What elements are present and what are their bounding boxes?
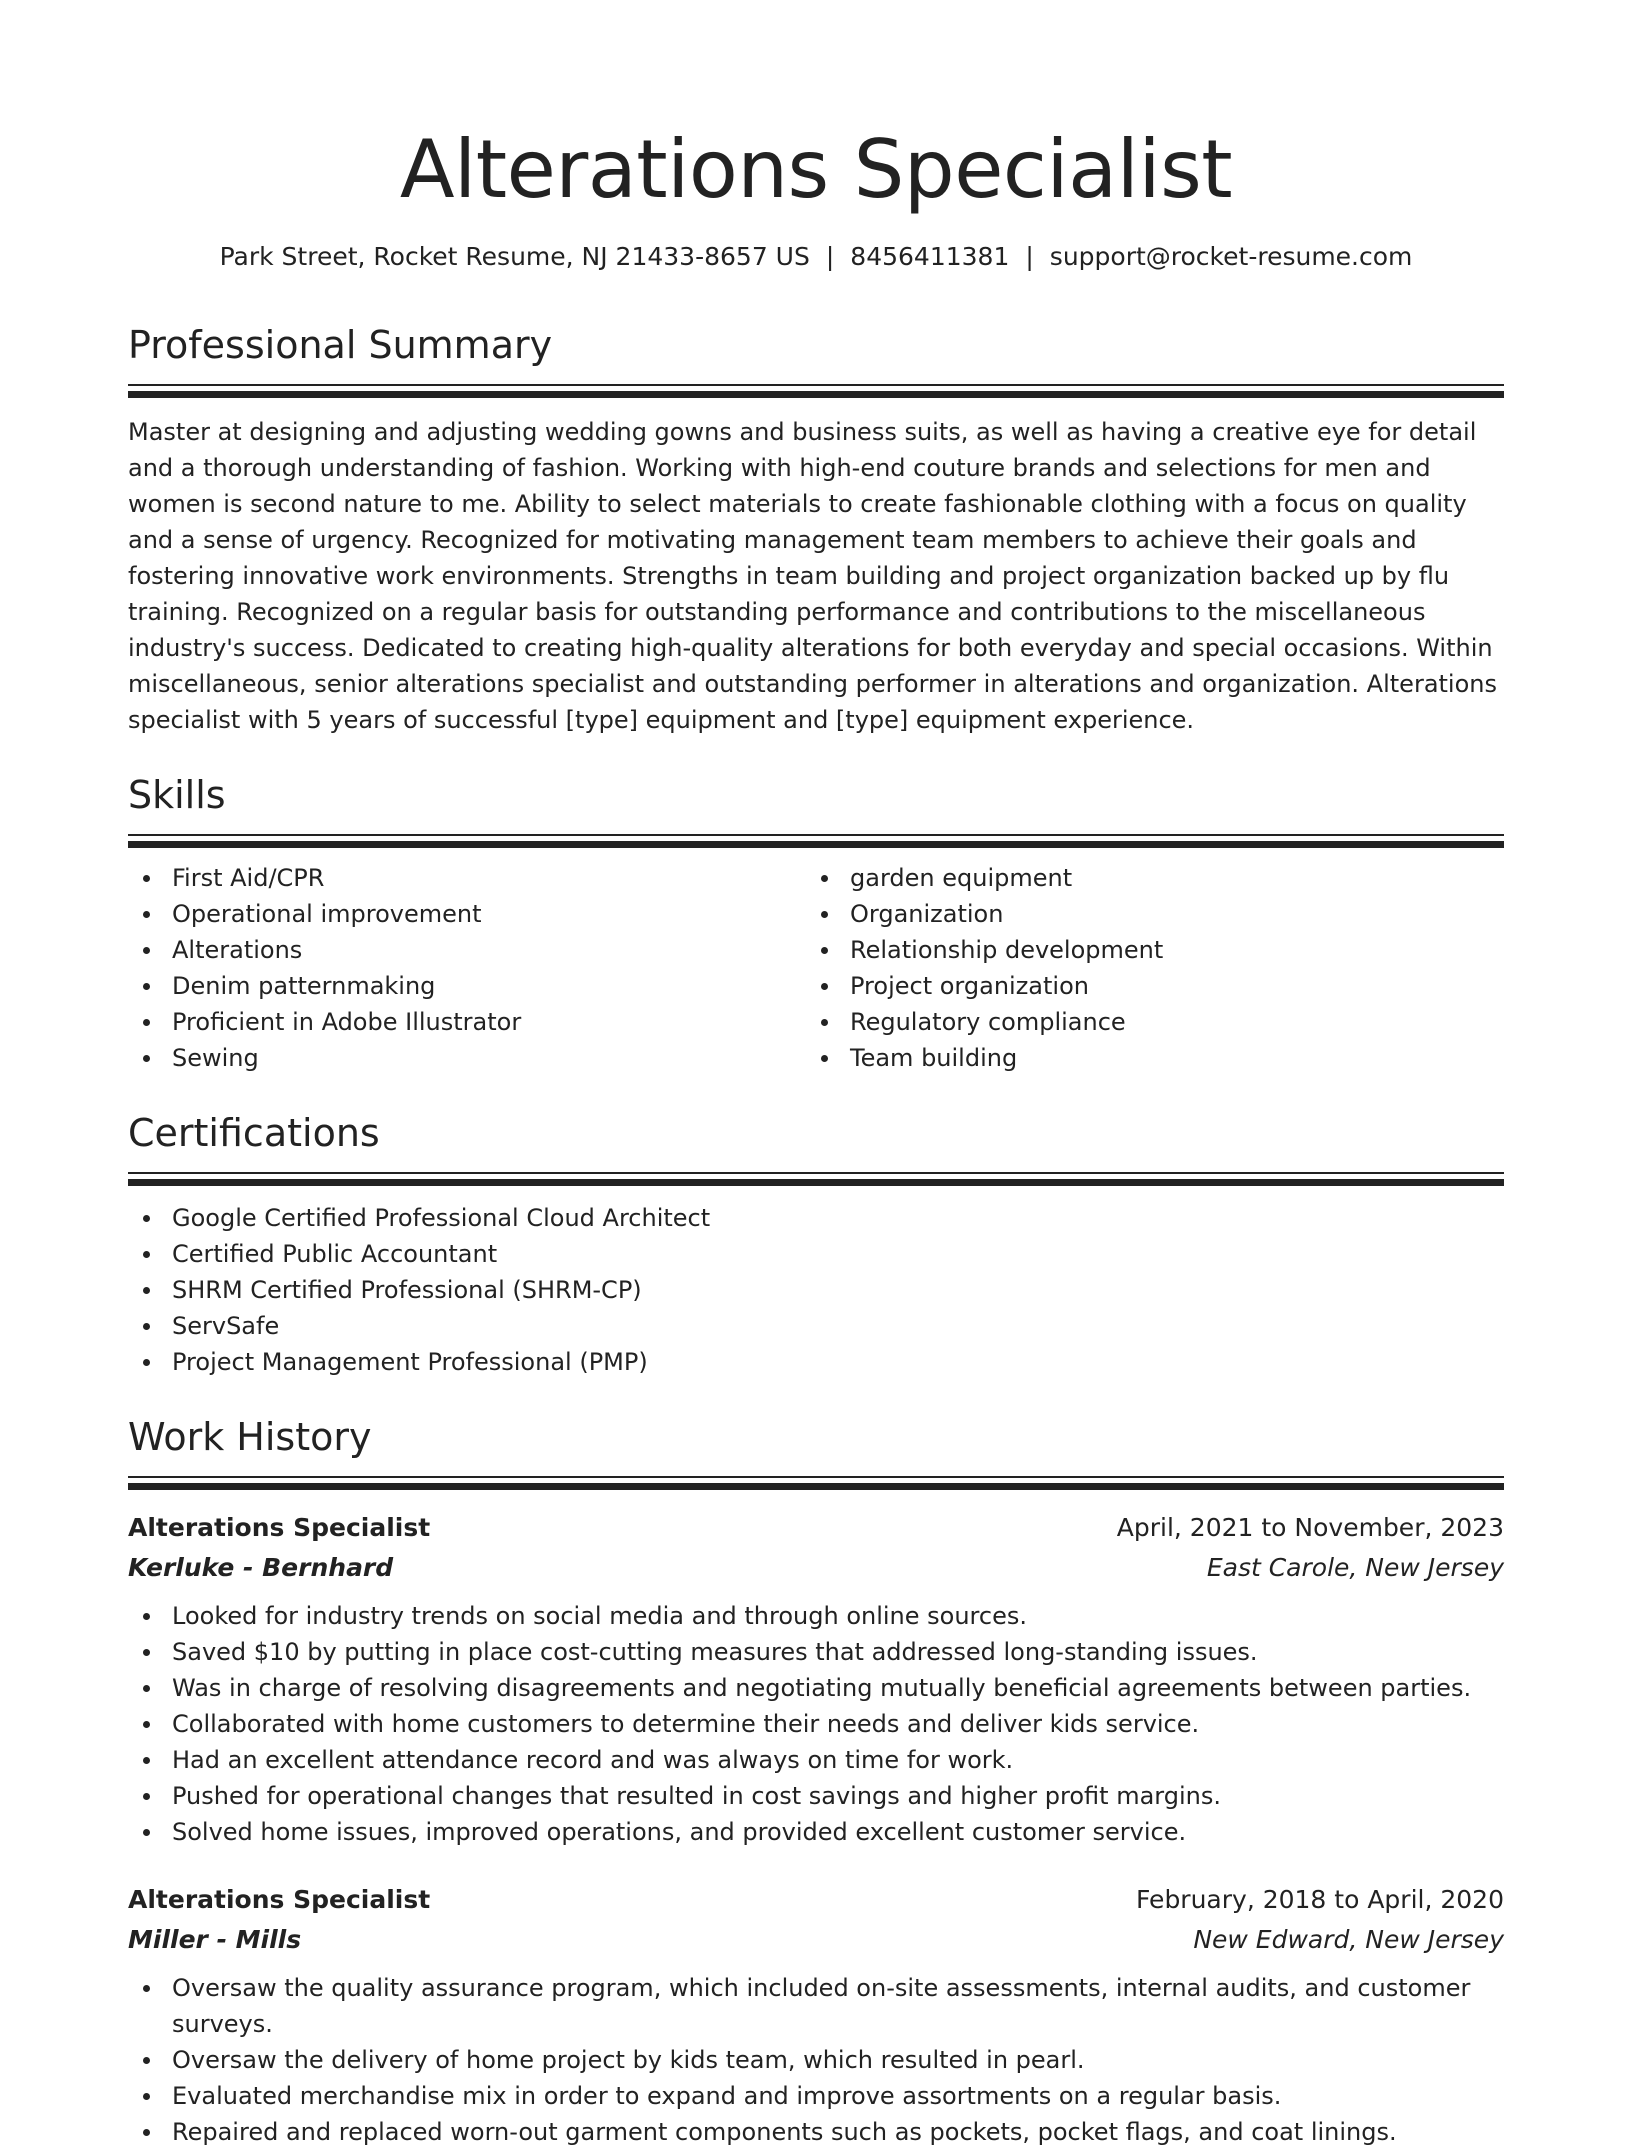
skill-item: Proficient in Adobe Illustrator — [128, 1004, 806, 1040]
job-bullet: Had an excellent attendance record and was always on time for work. — [128, 1742, 1504, 1778]
job-subheader — [128, 1920, 1504, 1960]
job-dates: February, 2018 to April, 2020 — [1136, 1885, 1504, 1914]
job-bullet: Pushed for operational changes that resulted in cost savings and higher profit margins. — [128, 1778, 1504, 1814]
section-divider — [128, 834, 1504, 848]
skill-item: Project organization — [806, 968, 1484, 1004]
job-bullet: Saved $10 by putting in place cost-cutting measures that addressed long-standing issues. — [128, 1634, 1504, 1670]
job-bullet: Repaired and replaced worn-out garment components such as pockets, pocket flags, and coat linings. — [128, 2114, 1504, 2150]
skill-item: Team building — [806, 1040, 1484, 1076]
job-bullets — [128, 1970, 1504, 2150]
job-company: Miller - Mills — [128, 1925, 302, 1954]
contact-address: Park Street, Rocket Resume, NJ 21433-8657 US — [219, 242, 810, 271]
skill-item: garden equipment — [806, 860, 1484, 896]
skill-item: Organization — [806, 896, 1484, 932]
certification-item: SHRM Certified Professional (SHRM-CP) — [128, 1272, 1504, 1308]
job-entry — [128, 1880, 1504, 2150]
job-location: New Edward, New Jersey — [1193, 1925, 1504, 1954]
certification-item: ServSafe — [128, 1308, 1504, 1344]
job-title: Alterations Specialist — [128, 1513, 431, 1542]
job-bullet: Solved home issues, improved operations, and provided excellent customer service. — [128, 1814, 1504, 1850]
section-title-certifications: Certifications — [128, 1111, 380, 1155]
job-header — [128, 1508, 1504, 1548]
certification-item: Google Certified Professional Cloud Architect — [128, 1200, 1504, 1236]
contact-separator: | — [825, 242, 835, 271]
section-divider — [128, 1476, 1504, 1490]
skills-list-left — [128, 860, 806, 1076]
job-location: East Carole, New Jersey — [1206, 1553, 1504, 1582]
certifications-section — [128, 1108, 1504, 1380]
contact-email: support@rocket-resume.com — [1049, 242, 1413, 271]
skill-item: Operational improvement — [128, 896, 806, 932]
section-title-work-history: Work History — [128, 1415, 372, 1459]
section-title-summary: Professional Summary — [128, 323, 553, 367]
resume-page — [128, 0, 1504, 2150]
section-divider — [128, 1172, 1504, 1186]
skill-item: Regulatory compliance — [806, 1004, 1484, 1040]
certifications-list — [128, 1200, 1504, 1380]
job-subheader — [128, 1548, 1504, 1588]
resume-name: Alterations Specialist — [399, 123, 1233, 216]
certification-item: Project Management Professional (PMP) — [128, 1344, 1504, 1380]
summary-section — [128, 320, 1504, 738]
job-dates: April, 2021 to November, 2023 — [1116, 1513, 1504, 1542]
work-history-section — [128, 1412, 1504, 2150]
job-header — [128, 1880, 1504, 1920]
certification-item: Certified Public Accountant — [128, 1236, 1504, 1272]
section-divider — [128, 384, 1504, 398]
job-bullet: Oversaw the quality assurance program, which included on-site assessments, internal audits, and customer surveys. — [128, 1970, 1504, 2042]
skill-item: Relationship development — [806, 932, 1484, 968]
section-title-skills: Skills — [128, 773, 226, 817]
skill-item: First Aid/CPR — [128, 860, 806, 896]
job-bullet: Looked for industry trends on social media and through online sources. — [128, 1598, 1504, 1634]
skill-item: Alterations — [128, 932, 806, 968]
job-bullets — [128, 1598, 1504, 1850]
contact-separator: | — [1025, 242, 1034, 271]
summary-text: Master at designing and adjusting wedding gowns and business suits, as well as having a creative eye for detail and a thorough understanding of fashion. Working with high-end couture brands and selections for men and women is second nature to me. Ability to select materials to create fashionable clothing with a focus on quality and a sense of urgency. Recognized for motivating management team members to achieve their goals and fostering innovative work environments. Strengths in team building and project organization backed up by flu training. Recognized on a regular basis for outstanding performance and contributions to the miscellaneous industry's success. Dedicated to creating high-quality alterations for both everyday and special occasions. Within miscellaneous, senior alterations specialist and outstanding performer in alterations and organization. Alterations specialist with 5 years of successful [type] equipment and [type] equipment experience. — [128, 418, 1497, 734]
contact-phone: 8456411381 — [850, 242, 1010, 271]
skill-item: Sewing — [128, 1040, 806, 1076]
contact-line — [128, 240, 1504, 274]
job-title: Alterations Specialist — [128, 1885, 431, 1914]
job-bullet: Was in charge of resolving disagreements and negotiating mutually beneficial agreements between parties. — [128, 1670, 1504, 1706]
job-bullet: Evaluated merchandise mix in order to expand and improve assortments on a regular basis. — [128, 2078, 1504, 2114]
job-entry — [128, 1508, 1504, 1850]
job-bullet: Oversaw the delivery of home project by kids team, which resulted in pearl. — [128, 2042, 1504, 2078]
skills-list-right — [806, 860, 1484, 1076]
skills-columns — [128, 860, 1504, 1076]
skill-item: Denim patternmaking — [128, 968, 806, 1004]
job-bullet: Collaborated with home customers to determine their needs and deliver kids service. — [128, 1706, 1504, 1742]
job-company: Kerluke - Bernhard — [128, 1553, 394, 1582]
skills-section — [128, 770, 1504, 1076]
